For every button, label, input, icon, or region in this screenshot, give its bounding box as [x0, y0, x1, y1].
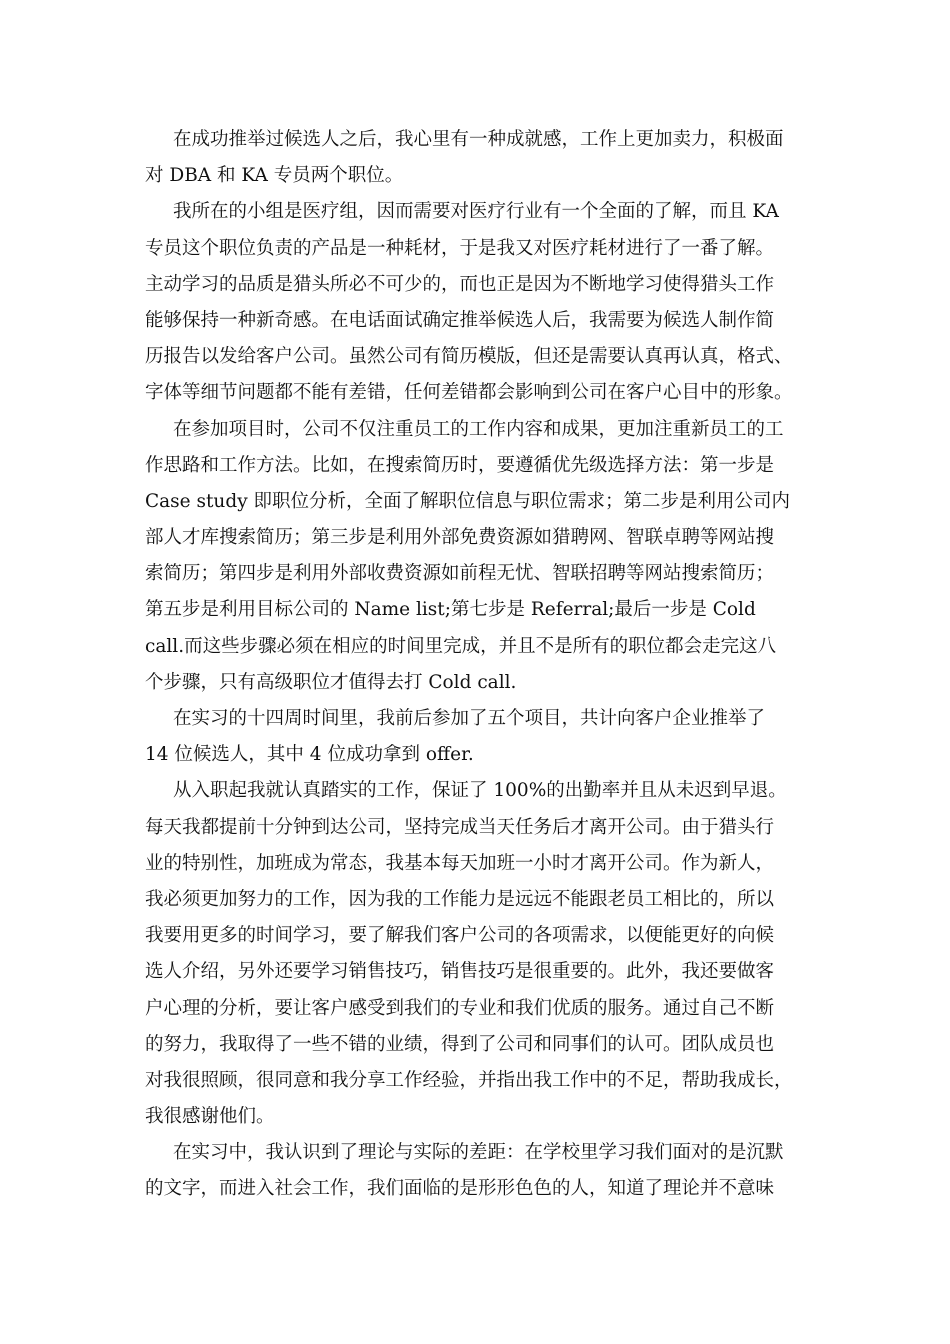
text-line: 的文字，而进入社会工作，我们面临的是形形色色的人，知道了理论并不意味 — [145, 1178, 775, 1200]
text-line: 字体等细节问题都不能有差错，任何差错都会影响到公司在客户心目中的形象。 — [145, 382, 793, 404]
text-line: 专员这个职位负责的产品是一种耗材，于是我又对医疗耗材进行了一番了解。 — [145, 237, 775, 259]
text-line: 主动学习的品质是猎头所必不可少的，而也正是因为不断地学习使得猎头工作 — [145, 273, 775, 295]
text-line: 第五步是利用目标公司的 Name list;第七步是 Referral;最后一步是 Cold — [145, 599, 756, 621]
text-line: 我要用更多的时间学习，要了解我们客户公司的各项需求，以便能更好的向候 — [145, 925, 775, 947]
text-line: 在实习中，我认识到了理论与实际的差距：在学校里学习我们面对的是沉默 — [173, 1142, 784, 1164]
text-line: 在成功推举过候选人之后，我心里有一种成就感，工作上更加卖力，积极面 — [173, 129, 784, 150]
text-line: Case study 即职位分析，全面了解职位信息与职位需求；第二步是利用公司内 — [145, 490, 791, 512]
text-line: 能够保持一种新奇感。在电话面试确定推举候选人后，我需要为候选人制作简 — [145, 309, 775, 331]
text-line: 在实习的十四周时间里，我前后参加了五个项目，共计向客户企业推举了 — [173, 708, 766, 729]
text-line: 我很感谢他们。 — [145, 1106, 275, 1128]
text-line: 我所在的小组是医疗组，因而需要对医疗行业有一个全面的了解，而且 KA — [173, 201, 779, 223]
text-line: 业的特别性，加班成为常态，我基本每天加班一小时才离开公司。作为新人， — [145, 852, 775, 874]
text-line: 在参加项目时，公司不仅注重员工的工作内容和成果，更加注重新员工的工 — [173, 418, 784, 440]
text-line: 每天我都提前十分钟到达公司，坚持完成当天任务后才离开公司。由于猎头行 — [145, 816, 775, 838]
text-line: 部人才库搜索简历；第三步是利用外部免费资源如猎聘网、智联卓聘等网站搜 — [145, 527, 775, 549]
text-line: 从入职起我就认真踏实的工作，保证了 100%的出勤率并且从未迟到早退。 — [173, 780, 787, 802]
text-line: 选人介绍，另外还要学习销售技巧，销售技巧是很重要的。此外，我还要做客 — [145, 961, 775, 983]
text-line: 我必须更加努力的工作，因为我的工作能力是远远不能跟老员工相比的，所以 — [145, 888, 775, 910]
text-line: 14 位候选人，其中 4 位成功拿到 offer. — [145, 744, 474, 766]
text-line: 个步骤，只有高级职位才值得去打 Cold call. — [145, 671, 517, 693]
text-line: 索简历；第四步是利用外部收费资源如前程无忧、智联招聘等网站搜索简历； — [145, 563, 775, 585]
text-line: 历报告以发给客户公司。虽然公司有简历模版，但还是需要认真再认真，格式、 — [145, 346, 793, 368]
text-line: call.而这些步骤必须在相应的时间里完成，并且不是所有的职位都会走完这八 — [145, 635, 777, 657]
text-line: 对 DBA 和 KA 专员两个职位。 — [145, 165, 404, 187]
text-line: 的努力，我取得了一些不错的业绩，得到了公司和同事们的认可。团队成员也 — [145, 1033, 775, 1055]
text-line: 对我很照顾，很同意和我分享工作经验，并指出我工作中的不足，帮助我成长， — [145, 1069, 793, 1091]
text-line: 户心理的分析，要让客户感受到我们的专业和我们优质的服务。通过自己不断 — [145, 997, 775, 1019]
text-line: 作思路和工作方法。比如，在搜索简历时，要遵循优先级选择方法：第一步是 — [145, 454, 775, 476]
body-text — [145, 122, 810, 1208]
